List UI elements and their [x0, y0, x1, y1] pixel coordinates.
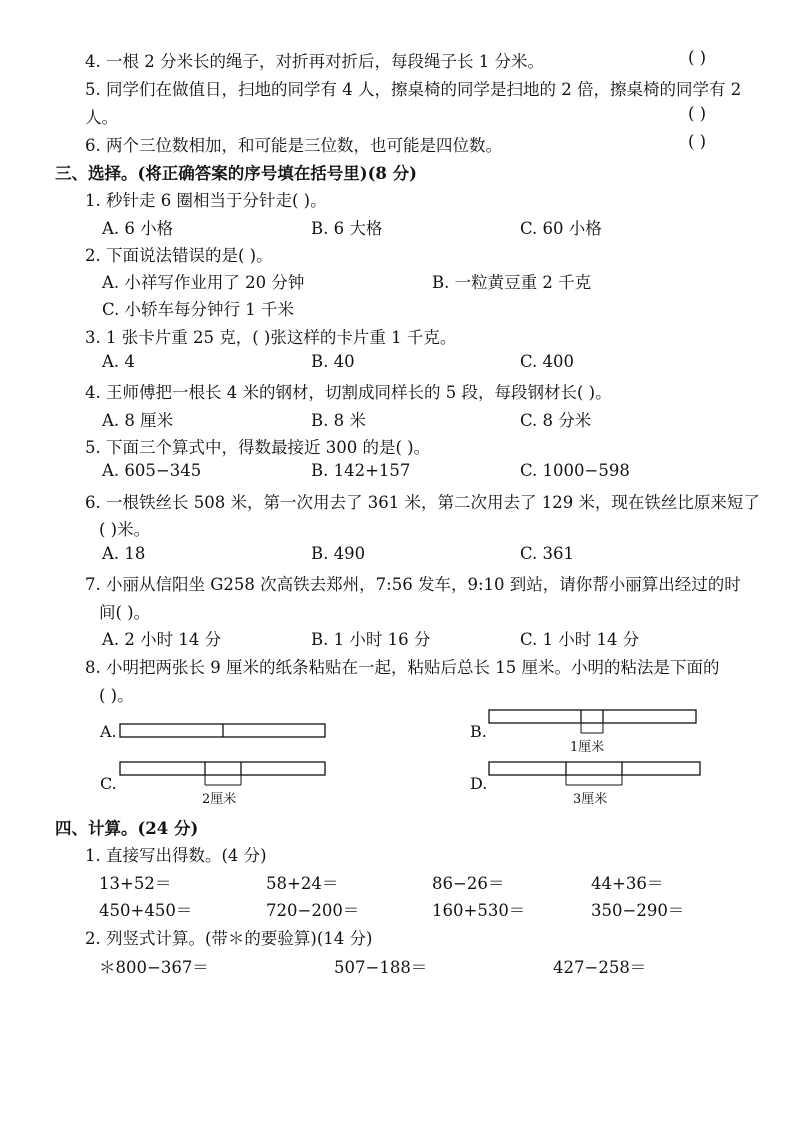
- choice-q6-stem-line2: ( )米。: [99, 520, 151, 539]
- choice-q6-option-c: C. 361: [520, 544, 575, 563]
- choice-q2-option-a: A. 小祥写作业用了 20 分钟: [102, 273, 305, 292]
- oral-calc-item: 13+52＝: [99, 874, 172, 893]
- overlap-label-c: 2厘米: [202, 792, 237, 807]
- choice-q4-option-b: B. 8 米: [311, 411, 366, 430]
- choice-q5-stem: 5. 下面三个算式中，得数最接近 300 的是( )。: [85, 438, 431, 457]
- oral-calc-item: 58+24＝: [266, 874, 339, 893]
- overlap-label-d: 3厘米: [573, 792, 608, 807]
- choice-q2-option-b: B. 一粒黄豆重 2 千克: [432, 273, 592, 292]
- choice-q4-option-a: A. 8 厘米: [102, 411, 174, 430]
- strip-option-b: [489, 710, 696, 723]
- option-d-letter: D.: [470, 774, 488, 793]
- calc-sub2-title: 2. 列竖式计算。(带＊的要验算)(14 分): [85, 929, 373, 948]
- choice-q7-option-a: A. 2 小时 14 分: [102, 630, 222, 649]
- choice-q2-stem: 2. 下面说法错误的是( )。: [85, 246, 273, 265]
- choice-q1-option-c: C. 60 小格: [520, 219, 602, 238]
- oral-calc-item: 720−200＝: [266, 901, 360, 920]
- judge-q6: 6. 两个三位数相加，和可能是三位数，也可能是四位数。: [85, 136, 502, 155]
- choice-q3-option-c: C. 400: [520, 352, 575, 371]
- section-calc-header: 四、计算。(24 分): [55, 819, 199, 838]
- strip-option-d: [489, 762, 700, 775]
- oral-calc-item: 44+36＝: [591, 874, 664, 893]
- answer-paren[interactable]: ( ): [688, 48, 707, 67]
- vertical-calc-item: 507−188＝: [334, 958, 428, 977]
- vertical-calc-item: 427−258＝: [553, 958, 647, 977]
- choice-q2-option-c: C. 小轿车每分钟行 1 千米: [102, 300, 295, 319]
- judge-q5-line1: 5. 同学们在做值日，扫地的同学有 4 人，擦桌椅的同学是扫地的 2 倍，擦桌椅的同学有 2: [85, 80, 742, 99]
- choice-q5-option-b: B. 142+157: [311, 461, 411, 480]
- choice-q7-stem-line1: 7. 小丽从信阳坐 G258 次高铁去郑州，7:56 发车，9:10 到站，请你帮小丽算出经过的时: [85, 575, 741, 594]
- choice-q6-stem-line1: 6. 一根铁丝长 508 米，第一次用去了 361 米，第二次用去了 129 米，现在铁丝比原来短了: [85, 493, 760, 512]
- option-c-letter: C.: [100, 774, 117, 793]
- choice-q6-option-a: A. 18: [102, 544, 146, 563]
- overlap-label-b: 1厘米: [570, 740, 605, 755]
- choice-q7-option-c: C. 1 小时 14 分: [520, 630, 640, 649]
- answer-paren[interactable]: ( ): [688, 132, 707, 151]
- option-a-letter: A.: [100, 722, 117, 741]
- choice-q7-stem-line2: 间( )。: [99, 603, 151, 622]
- choice-q1-option-b: B. 6 大格: [311, 219, 383, 238]
- choice-q6-option-b: B. 490: [311, 544, 366, 563]
- paper-strip-diagrams: [0, 700, 800, 815]
- answer-paren[interactable]: ( ): [688, 104, 707, 123]
- oral-calc-item: 450+450＝: [99, 901, 193, 920]
- choice-q3-option-b: B. 40: [311, 352, 355, 371]
- choice-q5-option-c: C. 1000−598: [520, 461, 630, 480]
- choice-q7-option-b: B. 1 小时 16 分: [311, 630, 431, 649]
- choice-q5-option-a: A. 605−345: [102, 461, 202, 480]
- judge-q4: 4. 一根 2 分米长的绳子，对折再对折后，每段绳子长 1 分米。: [85, 52, 544, 71]
- choice-q3-stem: 3. 1 张卡片重 25 克，( )张这样的卡片重 1 千克。: [85, 328, 457, 347]
- choice-q1-stem: 1. 秒针走 6 圈相当于分针走( )。: [85, 191, 327, 210]
- choice-q1-option-a: A. 6 小格: [102, 219, 174, 238]
- choice-q8-stem-line2: ( )。: [99, 686, 134, 705]
- oral-calc-item: 86−26＝: [432, 874, 505, 893]
- judge-q5-line2: 人。: [85, 108, 118, 127]
- strip-option-c: [120, 762, 325, 775]
- oral-calc-item: 350−290＝: [591, 901, 685, 920]
- oral-calc-item: 160+530＝: [432, 901, 526, 920]
- option-b-letter: B.: [470, 722, 487, 741]
- choice-q3-option-a: A. 4: [102, 352, 135, 371]
- vertical-calc-item: ＊800−367＝: [99, 958, 209, 977]
- section-choice-header: 三、选择。(将正确答案的序号填在括号里)(8 分): [55, 164, 417, 183]
- choice-q8-stem-line1: 8. 小明把两张长 9 厘米的纸条粘贴在一起，粘贴后总长 15 厘米。小明的粘法是下面的: [85, 658, 720, 677]
- calc-sub1-title: 1. 直接写出得数。(4 分): [85, 846, 267, 865]
- choice-q4-option-c: C. 8 分米: [520, 411, 592, 430]
- choice-q4-stem: 4. 王师傅把一根长 4 米的钢材，切割成同样长的 5 段，每段钢材长( )。: [85, 383, 612, 402]
